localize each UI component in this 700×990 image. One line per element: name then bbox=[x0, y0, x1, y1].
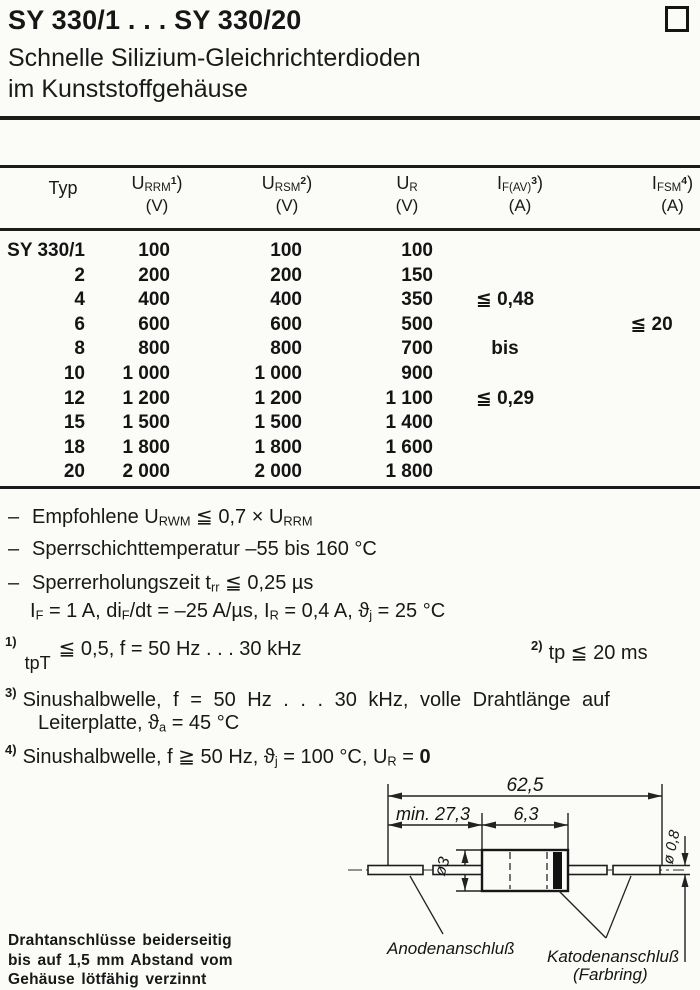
note-recovery bbox=[8, 570, 313, 595]
col-header-ifav bbox=[465, 173, 575, 216]
table-row bbox=[0, 362, 700, 387]
fraction-numerator: tp bbox=[24, 653, 40, 673]
footnote-text: ≦ 0,5, f = 50 Hz . . . 30 kHz bbox=[58, 638, 302, 660]
col-unit: (A) bbox=[508, 196, 532, 216]
cell-ur: 900 bbox=[401, 362, 433, 384]
footnote-marker: 4) bbox=[5, 742, 17, 757]
table-row bbox=[0, 264, 700, 289]
cell-ifsm bbox=[575, 387, 700, 412]
cell-ursm: 1 200 bbox=[254, 387, 302, 409]
cell-ifsm bbox=[575, 239, 700, 264]
cell-ifav bbox=[435, 362, 575, 387]
cell-ifav: ≦ 0,29 bbox=[475, 387, 535, 409]
dim-wire-diameter: ø 0,8 bbox=[659, 828, 684, 866]
footnote-3 bbox=[5, 685, 610, 712]
col-unit: (V) bbox=[395, 196, 419, 216]
cell-urrm: 2 000 bbox=[122, 461, 170, 483]
footnote-text: Leiterplatte, $ϑ_a = 45$ °C bbox=[38, 712, 240, 735]
col-label: $U_{RSM}^2$) bbox=[261, 173, 313, 195]
cell-typ: 8 bbox=[74, 338, 85, 360]
col-label: Typ bbox=[48, 178, 78, 198]
fraction-tp-T bbox=[25, 654, 51, 673]
note-dash: – bbox=[8, 538, 20, 560]
note-text: Sperrerholungszeit $t_{rr}$ ≦ 0,25 µs bbox=[32, 572, 314, 595]
cell-urrm: 600 bbox=[138, 313, 170, 335]
cell-ur: 700 bbox=[401, 338, 433, 360]
table-top-rule bbox=[0, 165, 700, 168]
cell-ursm: 2 000 bbox=[254, 461, 302, 483]
footnote-3-line2 bbox=[38, 712, 239, 735]
cell-ursm: 1 800 bbox=[254, 436, 302, 458]
table-row bbox=[0, 387, 700, 412]
header-divider bbox=[0, 116, 700, 120]
table-row bbox=[0, 288, 700, 313]
solderability-note-line: Drahtanschlüsse beiderseitig bbox=[8, 932, 232, 949]
cell-ifav bbox=[435, 264, 575, 289]
dim-lead-length: min. 27,3 bbox=[395, 804, 471, 824]
cell-ifav: bis bbox=[491, 338, 519, 360]
cell-ursm: 1 500 bbox=[254, 412, 302, 434]
subtitle-line1: Schnelle Silizium-Gleichrichterdioden bbox=[8, 44, 421, 72]
footnote-4 bbox=[5, 742, 431, 769]
cell-typ: 2 bbox=[74, 264, 85, 286]
cell-ifsm bbox=[575, 288, 700, 313]
footnote-1 bbox=[5, 634, 302, 673]
cell-ur: 1 400 bbox=[385, 412, 433, 434]
ratings-table bbox=[0, 239, 700, 485]
footnote-text: Sinushalbwelle, f ≧ 50 Hz, $ϑ_j = 100$ °C, $U_R = 0$ bbox=[22, 746, 431, 769]
cell-ifav bbox=[435, 239, 575, 264]
cathode-label-farbring: (Farbring) bbox=[573, 965, 648, 984]
col-header-ifsm bbox=[630, 173, 700, 216]
col-header-ursm bbox=[237, 173, 337, 216]
cell-ursm: 800 bbox=[270, 338, 302, 360]
col-unit: (A) bbox=[661, 196, 684, 216]
cell-urrm: 1 800 bbox=[122, 436, 170, 458]
cell-typ: 18 bbox=[63, 436, 85, 458]
col-header-urrm bbox=[107, 173, 207, 216]
page-subtitle bbox=[8, 43, 421, 105]
cell-urrm: 800 bbox=[138, 338, 170, 360]
corner-checkbox-icon bbox=[665, 6, 689, 32]
cell-urrm: 1 200 bbox=[122, 387, 170, 409]
dim-body-length: 6,3 bbox=[513, 804, 539, 824]
cell-ur: 500 bbox=[401, 313, 433, 335]
col-label: $U_{RRM}^1$) bbox=[131, 173, 183, 195]
cell-ifsm bbox=[575, 264, 700, 289]
footnote-marker: 2) bbox=[531, 638, 543, 653]
cell-ursm: 1 000 bbox=[254, 362, 302, 384]
col-label: $I_{F(AV)}^3$) bbox=[496, 173, 544, 195]
cell-typ: 10 bbox=[63, 362, 85, 384]
cell-ur: 1 600 bbox=[385, 436, 433, 458]
dim-overall-length: 62,5 bbox=[506, 775, 544, 796]
cell-ifav bbox=[435, 411, 575, 436]
col-label: $U_R$ bbox=[396, 173, 418, 195]
cell-ur: 350 bbox=[401, 289, 433, 311]
cell-typ: 20 bbox=[63, 461, 85, 483]
note-temperature bbox=[8, 538, 377, 561]
dim-body-diameter: ø3 bbox=[431, 855, 454, 879]
cell-ursm: 100 bbox=[270, 240, 302, 261]
cell-urrm: 200 bbox=[138, 264, 170, 286]
cell-ifsm bbox=[575, 337, 700, 362]
footnote-text: Sinushalbwelle, f = 50 Hz . . . 30 kHz, volle Drahtlänge auf bbox=[22, 689, 610, 711]
cell-typ: 15 bbox=[63, 412, 85, 434]
cell-ur: 150 bbox=[401, 264, 433, 286]
note-text: $I_F = 1$ A, $di_F/dt = -25$ A/µs, $I_R = 0,4$ A, $ϑ_j = 25$ °C bbox=[30, 600, 446, 623]
table-row bbox=[0, 411, 700, 436]
table-bottom-rule bbox=[0, 486, 700, 489]
cell-ifsm: ≦ 20 bbox=[630, 313, 673, 335]
table-header-rule bbox=[0, 228, 700, 231]
cell-typ: SY 330/1 bbox=[7, 240, 85, 261]
table-row bbox=[0, 460, 700, 485]
solderability-note-line: Gehäuse lötfähig verzinnt bbox=[8, 971, 207, 988]
cell-typ: 4 bbox=[74, 289, 85, 311]
cell-ifsm bbox=[575, 411, 700, 436]
cell-ifav: ≦ 0,48 bbox=[475, 289, 535, 311]
table-row bbox=[0, 239, 700, 264]
footnote-marker: 1) bbox=[5, 634, 17, 649]
footnote-marker: 3) bbox=[5, 685, 17, 700]
footnote-text: tp ≦ 20 ms bbox=[548, 642, 648, 664]
cell-ursm: 600 bbox=[270, 313, 302, 335]
diode-outline-drawing bbox=[330, 770, 700, 986]
fraction-denominator: T bbox=[39, 653, 51, 673]
cell-ur: 1 100 bbox=[385, 387, 433, 409]
cell-urrm: 100 bbox=[138, 240, 170, 261]
cell-ifav bbox=[435, 436, 575, 461]
col-unit: (V) bbox=[275, 196, 299, 216]
table-row bbox=[0, 436, 700, 461]
page-title: SY 330/1 . . . SY 330/20 bbox=[8, 5, 302, 35]
cell-urrm: 1 500 bbox=[122, 412, 170, 434]
cell-typ: 6 bbox=[74, 313, 85, 335]
col-unit: (V) bbox=[145, 196, 169, 216]
note-text: Empfohlene $U_{RWM}$ ≦ $0,7 \times U_{RRM}$ bbox=[32, 506, 313, 529]
solderability-note bbox=[8, 931, 318, 990]
footnote-2 bbox=[531, 638, 648, 665]
cell-urrm: 1 000 bbox=[122, 362, 170, 384]
table-row bbox=[0, 313, 700, 338]
col-header-typ bbox=[33, 178, 93, 199]
cell-ur: 100 bbox=[401, 240, 433, 261]
note-urwm bbox=[8, 504, 313, 529]
solderability-note-line: bis auf 1,5 mm Abstand vom bbox=[8, 951, 233, 969]
cathode-label: Katodenanschluß bbox=[547, 947, 680, 966]
cell-typ: 12 bbox=[63, 387, 85, 409]
cell-ifsm bbox=[575, 460, 700, 485]
col-header-ur bbox=[357, 173, 457, 216]
cell-ifsm bbox=[575, 362, 700, 387]
cell-ifav bbox=[435, 460, 575, 485]
note-conditions bbox=[30, 600, 445, 623]
note-text: Sperrschichttemperatur –55 bis 160 °C bbox=[32, 538, 377, 560]
cell-ifsm bbox=[575, 436, 700, 461]
note-dash: – bbox=[8, 506, 20, 528]
subtitle-line2: im Kunststoffgehäuse bbox=[8, 75, 248, 103]
cell-urrm: 400 bbox=[138, 289, 170, 311]
cell-ursm: 200 bbox=[270, 264, 302, 286]
cell-ur: 1 800 bbox=[385, 461, 433, 483]
note-dash: – bbox=[8, 572, 20, 594]
cell-ursm: 400 bbox=[270, 289, 302, 311]
col-label: $I_{FSM}^4$) bbox=[651, 173, 694, 195]
anode-label: Anodenanschluß bbox=[387, 939, 515, 958]
cell-ifav bbox=[435, 313, 575, 338]
table-row bbox=[0, 337, 700, 362]
cathode-color-band bbox=[553, 852, 562, 889]
